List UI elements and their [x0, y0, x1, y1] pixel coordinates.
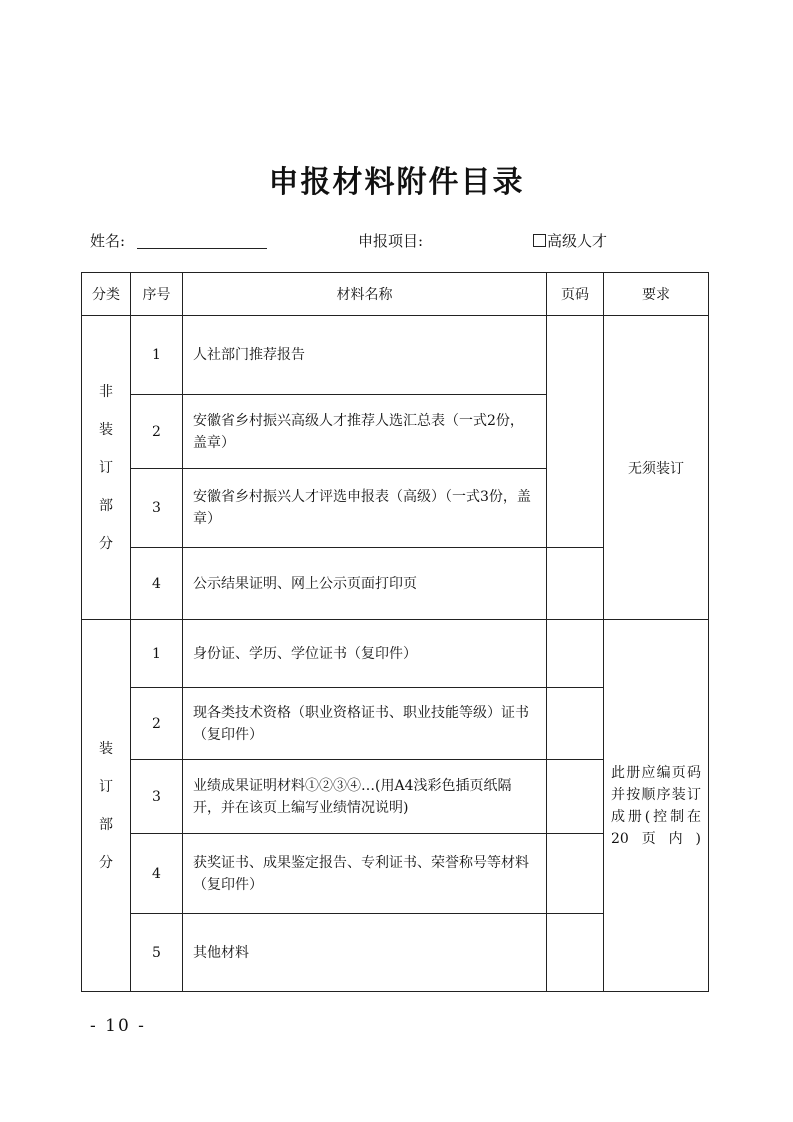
- category-char: 装: [99, 421, 113, 438]
- material-name: 人社部门推荐报告: [183, 316, 547, 395]
- material-name: 身份证、学历、学位证书（复印件）: [183, 620, 547, 688]
- header-number: 序号: [131, 273, 183, 316]
- page-cell: [547, 316, 604, 548]
- category-char: 部: [99, 816, 113, 833]
- requirement-binding: [604, 620, 709, 992]
- page-cell: [547, 760, 604, 834]
- name-field[interactable]: [137, 230, 267, 249]
- material-name: 安徽省乡村振兴人才评选申报表（高级）（一式3份，盖章）: [183, 469, 547, 548]
- header-page: 页码: [547, 273, 604, 316]
- category-binding: [82, 620, 131, 992]
- page-cell: [547, 688, 604, 760]
- table-row: [82, 620, 709, 688]
- page-cell: [547, 548, 604, 620]
- material-name: 其他材料: [183, 914, 547, 992]
- material-name: 安徽省乡村振兴高级人才推荐人选汇总表（一式2份，盖章）: [183, 395, 547, 469]
- row-number: 4: [131, 548, 183, 620]
- page-title: 申报材料附件目录: [268, 165, 525, 200]
- header-requirement: 要求: [604, 273, 709, 316]
- category-char: 分: [99, 854, 113, 871]
- material-name: 公示结果证明、网上公示页面打印页: [183, 548, 547, 620]
- category-char: 装: [99, 740, 113, 757]
- senior-talent-checkbox-label: 高级人才: [547, 232, 608, 250]
- material-name: 现各类技术资格（职业资格证书、职业技能等级）证书（复印件）: [183, 688, 547, 760]
- project-label: 申报项目:: [358, 232, 424, 250]
- category-char: 部: [99, 497, 113, 514]
- row-number: 5: [131, 914, 183, 992]
- header-category: 分类: [82, 273, 131, 316]
- name-label: 姓名:: [90, 232, 126, 250]
- row-number: 2: [131, 395, 183, 469]
- row-number: 1: [131, 316, 183, 395]
- requirement-non-binding: [604, 316, 709, 620]
- page-cell: [547, 834, 604, 914]
- page-cell: [547, 620, 604, 688]
- material-name: 获奖证书、成果鉴定报告、专利证书、荣誉称号等材料（复印件）: [183, 834, 547, 914]
- row-number: 3: [131, 760, 183, 834]
- row-number: 1: [131, 620, 183, 688]
- table-header-row: [82, 273, 709, 316]
- requirement-text: 此册应编页码并按顺序装订成册(控制在20页内): [611, 764, 701, 847]
- senior-talent-checkbox[interactable]: [533, 234, 546, 247]
- category-char: 非: [99, 383, 113, 400]
- page-cell: [547, 914, 604, 992]
- applicant-info-row: [0, 230, 793, 254]
- header-material-name: 材料名称: [183, 273, 547, 316]
- page-number: - 10 -: [90, 1016, 146, 1036]
- category-non-binding: [82, 316, 131, 620]
- category-char: 订: [99, 459, 113, 476]
- category-char: 分: [99, 535, 113, 552]
- table-row: [82, 316, 709, 395]
- row-number: 3: [131, 469, 183, 548]
- material-name: 业绩成果证明材料①②③④…(用A4浅彩色插页纸隔开，并在该页上编写业绩情况说明): [183, 760, 547, 834]
- row-number: 4: [131, 834, 183, 914]
- row-number: 2: [131, 688, 183, 760]
- category-char: 订: [99, 778, 113, 795]
- requirement-text: 无须装订: [628, 460, 684, 477]
- attachments-table: [81, 272, 709, 992]
